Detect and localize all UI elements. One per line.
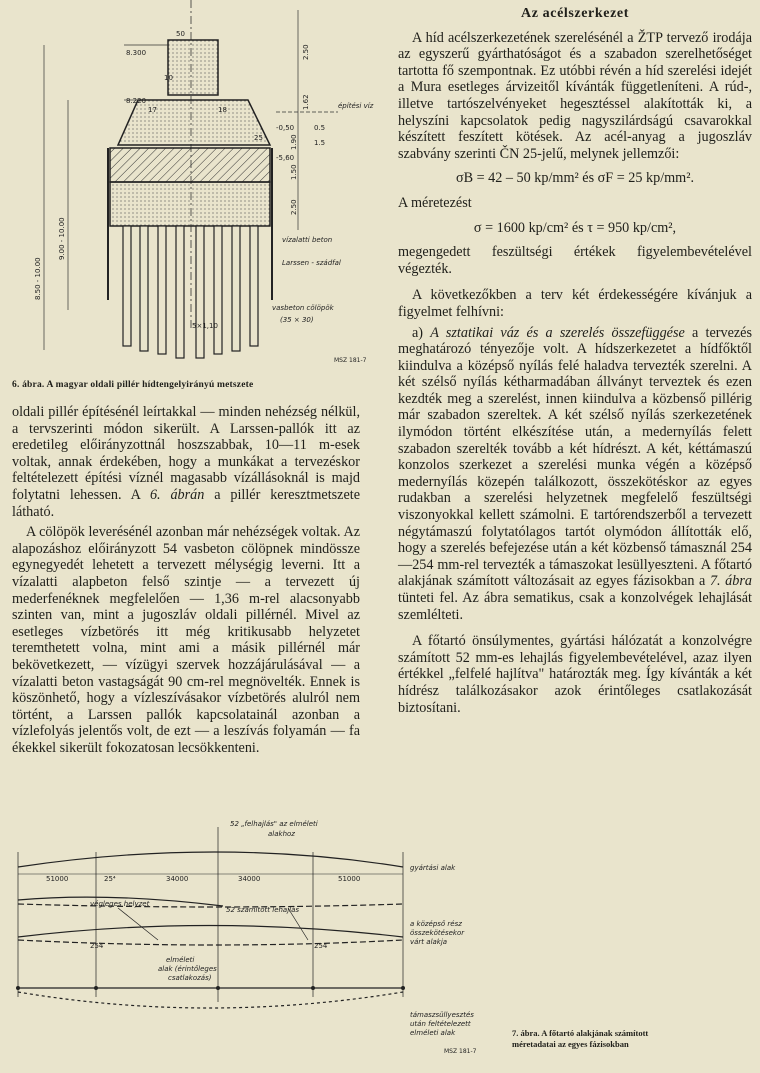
- underwater-concrete: [110, 182, 270, 226]
- fig7-stamp: MSZ 181-7: [444, 1048, 477, 1055]
- fig7-vegleges: végleges helyzet: [90, 900, 150, 908]
- fig6-stamp: MSZ 181-7: [334, 357, 367, 364]
- fig7-caption: [512, 1028, 712, 1050]
- right-paragraph-6: A főtartó önsúlymentes, gyártási hálózatát a konzolvégre számított 52 mm-es lehajlás figyelembevételével, azaz ilyen értékkel „felfelé hajlítva" határozták meg. Így kívánták a két hídrész találkozásakor azok érintőleges csatlakozását biztosítani.: [398, 633, 752, 716]
- fig6-d9: 2.50: [302, 44, 310, 60]
- left-paragraph-2: A cölöpök leverésénél azonban már nehézségek voltak. Az alapozáshoz előirányzott 54 vasbeton cölöpnek mindössze egynegyedét lehetett a tervezett mélységig leverni. Itt a vízalatti alapbeton felső szintje — a tervezett új mederfenéknek megfelelően — 1,36 m-rel alacsonyabb szinten van, mint a jugoszláv oldali pillérnél. Mivel az esetleges vízbetörés itt még kritikusabb helyzetet teremthetett volna, mint ami a másik pillérnél már bekövetkezett, — vízügyi szervek hozzájárulásával — a vízalatti beton vastagságát 90 cm-rel megnövelték. Ennek is köszönhető, hogy a vízleszívásakor vízbetörés alulról nem történt, a Larssen pallók kapcsolatainál azonban a vízlefolyás jelentős volt, de ezt — a leszívás folyamán — fa ékekkel sikerült fokozatosan lecsökkenteni.: [12, 524, 360, 756]
- right-paragraph-5: a) A sztatikai váz és a szerelés összefüggése a tervezés meghatározó tényezője volt. A hídszerkezetet a hídfőktől kiindulva a középső nyílás felé haladva tervezték szerelni. A két szélső nyílás kétharmadában állványt terveztek és ezen kezdték meg a szerelést, innen kiindulva a közbenső pillérig már szabadon szereltek. A két szélső nyílás szerkezetének ilymódon történt elkészítése után, a medernyílás felett szabadon szerelték tovább a két hídrészt. A két, kéttámaszú konzolos szerkezet a szerelési munka végén a középső medernyílás közepén találkozott, összekötéskor az egyes rudakban a szerelési helyzetnek megfelelő feszültségi viszonyokkal kellett számolni. E tartórendszerből a tervezett négytámaszú folytatólagos tartót olymódon állították elő, hogy a szerelés befejezése után a két közbenső támasznál 254—254 mm-rel tervezték a támaszokat lesüllyeszteni. A főtartó alakjának számított változásait az egyes fázisokban a 7. ábra tünteti fel. Az ábra sematikus, csak a konzolvégek lehajlását szemlélteti.: [398, 324, 752, 623]
- section-title: Az acélszerkezet: [521, 6, 629, 21]
- fig7-tamasz-c: elméleti alak: [410, 1029, 456, 1037]
- pier-cap: [168, 40, 218, 95]
- fig6-d3: 17: [148, 106, 157, 114]
- left-paragraph-1: oldali pillér építésénél leírtakkal — minden nehézség nélkül, a tervszerinti módon sikerült. A Larssen-pallók itt az eredetileg előirányzottnál hoszszabbak, 10—11 m-esek voltak, annak érdekében, hogy a munkákat a tervezéskor feltételezett építési víznél magasabb vízállásoknál is majd folytatni lehessen. A 6. ábrán a pillér keresztmetszete látható.: [12, 404, 360, 520]
- fig6-water: építési víz: [338, 102, 374, 110]
- formula-1: σB = 42 – 50 kp/mm² és σF = 25 kp/mm².: [455, 170, 695, 187]
- fig7-span-3: 34000: [166, 875, 189, 883]
- fig6-spacing: 5×1,10: [192, 322, 218, 330]
- fig7-elmeleti-a: elméleti: [166, 956, 195, 964]
- fig6-lvl1: 8.300: [126, 49, 147, 57]
- fig7-caption-line1: 7. ábra. A főtartó alakjának számított: [512, 1028, 649, 1038]
- right-paragraph-2: A méretezést: [398, 194, 472, 211]
- right-paragraph-4: A következőkben a terv két érdekességére kívánjuk a figyelmet felhívni:: [398, 287, 752, 320]
- fig7-kozepso-c: várt alakja: [410, 938, 448, 946]
- fig7-tamasz-b: után feltételezett: [410, 1020, 471, 1028]
- fig6-d7: 1.90: [290, 134, 298, 150]
- fig6-d2: 10: [164, 74, 173, 82]
- right-paragraph-3: megengedett feszültségi értékek figyelembevételével végezték.: [398, 244, 752, 277]
- fig7-254b: 254: [314, 942, 328, 950]
- fig6-pier-section-drawing: [8, 0, 380, 370]
- fig7-gyartasi: gyártási alak: [410, 864, 456, 872]
- fig7-254a: 254: [90, 942, 104, 950]
- fig6-note-pilesize: (35 × 30): [280, 316, 314, 324]
- right-column: [398, 6, 752, 716]
- formula-2: σ = 1600 kp/cm² és τ = 950 kp/cm²,: [473, 219, 677, 236]
- fig7-caption-line2: méretadatai az egyes fázisokban: [512, 1039, 629, 1049]
- fig6-d5: 25: [254, 134, 263, 142]
- fig6-d12: 1.5: [314, 139, 326, 147]
- fig6-caption: 6. ábra. A magyar oldali pillér hídtengelyirányú metszete: [12, 380, 254, 390]
- fig6-vert2: 8.50 - 10.00: [34, 257, 42, 300]
- fig6-note-piles: vasbeton cölöpök: [272, 304, 334, 312]
- fig6-note-larssen: Larssen - szádfal: [282, 259, 341, 267]
- fig7-span-2: 25⁴: [104, 875, 116, 883]
- fig7-elmeleti-b: alak (érintőleges: [158, 965, 217, 973]
- fig6-d1: 50: [176, 30, 185, 38]
- left-column: [12, 404, 360, 756]
- foundation-block: [110, 148, 270, 182]
- fig6-d8: 2.50: [290, 199, 298, 215]
- fig7-kozepso-a: a középső rész: [410, 920, 462, 928]
- fig7-tamasz-a: támaszsüllyesztés: [410, 1011, 474, 1019]
- fig7-elmeleti-c: csatlakozás): [168, 974, 212, 982]
- fig7-span-5: 51000: [338, 875, 361, 883]
- fig7-kozepso-b: összekötésekor: [410, 929, 465, 937]
- fig7-szamitott: 52 számított lehajlás: [226, 906, 300, 914]
- piles: [123, 226, 258, 358]
- pier-shaft: [118, 100, 270, 145]
- right-paragraph-1: A híd acélszerkezetének szerelésénél a ŽTP tervező irodája az egyszerű gyárthatóságot és a szabadon szerelhetőséget tartotta fő szempontnak. Ez utóbbi révén a híd szerelési idejét a Mura esetleges árvizeitől kívánták függetleníteni. A rúd-, illetve tartószelvényeket hegesztéssel alakították ki, a helyszíni kapcsolatok pedig nagyszilárdságú csavarokkal készített feszített kötések. Az acél-anyag a jugoszláv szabvány szerinti ČN 25-jelű, melynek jellemzői:: [398, 29, 752, 162]
- fig6-vert1: 9.00 - 10.00: [58, 217, 66, 260]
- fig6-lvl3: -0,50: [276, 124, 295, 132]
- fig7-span-4: 34000: [238, 875, 261, 883]
- fig6-lvl4: -5,60: [276, 154, 295, 162]
- fig6-d11: 0.5: [314, 124, 326, 132]
- fig7-top-note-b: alakhoz: [268, 830, 295, 838]
- fig7-span-1: 51000: [46, 875, 69, 883]
- fig6-d10: 1.62: [302, 94, 310, 110]
- fig7-top-note-a: 52 „felhajlás" az elméleti: [230, 820, 318, 828]
- fig7-deflection-diagram: [8, 812, 508, 1062]
- fig6-lvl2: 8.220: [126, 97, 147, 105]
- fig6-note-underwater: vízalatti beton: [282, 236, 333, 244]
- fig6-d6: 1.50: [290, 164, 298, 180]
- fig6-d4: 18: [218, 106, 227, 114]
